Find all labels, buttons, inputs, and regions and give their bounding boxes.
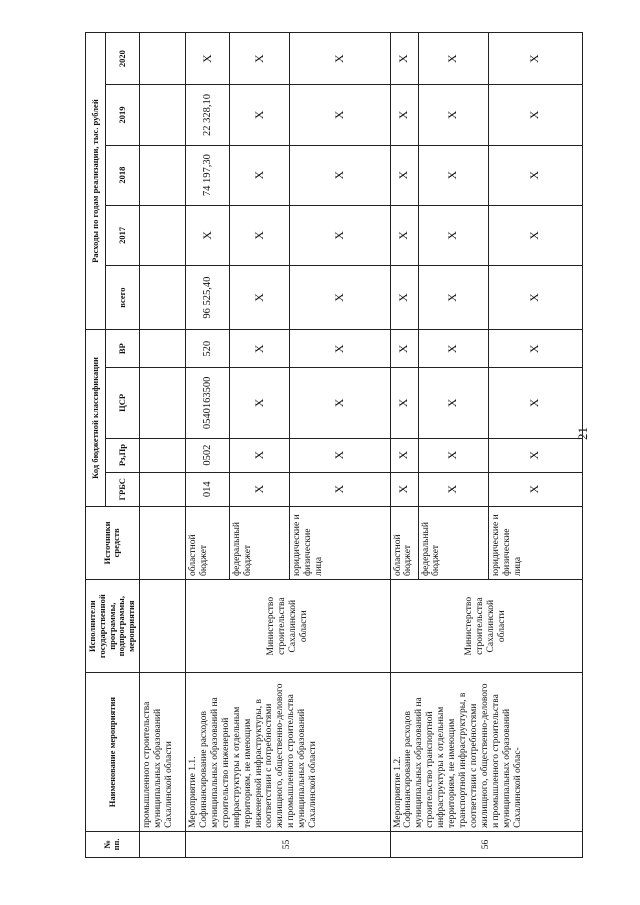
cross-mark: X: [488, 438, 582, 472]
cross-mark: X: [488, 85, 582, 145]
header-2018: 2018: [106, 145, 140, 205]
header-2019: 2019: [106, 85, 140, 145]
header-csr: ЦСР: [106, 368, 140, 438]
cross-mark: X: [390, 85, 418, 145]
cross-mark: X: [230, 330, 290, 368]
row-55-vr: 520: [186, 330, 230, 368]
cross-mark: X: [290, 330, 390, 368]
cross-mark: X: [488, 330, 582, 368]
cross-mark: X: [390, 145, 418, 205]
cross-mark: X: [418, 472, 488, 506]
row-55-source-regional: областной бюджет: [186, 506, 230, 579]
row-55-2018: 74 197,30: [186, 145, 230, 205]
cross-mark: X: [418, 33, 488, 85]
cross-mark: X: [290, 33, 390, 85]
row-55-2019: 22 328,10: [186, 85, 230, 145]
rotated-table-page: [85, 32, 583, 858]
cont-name: промышленного строительства муниципальных образований Сахалинской области: [139, 673, 185, 832]
cross-mark: X: [230, 472, 290, 506]
header-expenses: Расходы по годам реализации, тыс. рублей: [86, 33, 106, 330]
cross-mark: X: [418, 438, 488, 472]
cross-mark: X: [488, 368, 582, 438]
cross-mark: X: [230, 368, 290, 438]
program-table: [85, 32, 583, 858]
cross-mark: X: [230, 33, 290, 85]
row-55-2017: X: [186, 205, 230, 265]
header-budget-code: Код бюджетной классификации: [86, 330, 106, 507]
cross-mark: X: [290, 205, 390, 265]
cross-mark: X: [488, 33, 582, 85]
header-rzpr: Рз,Пр: [106, 438, 140, 472]
cross-mark: X: [488, 205, 582, 265]
cross-mark: X: [418, 145, 488, 205]
row-55-total: 96 525,40: [186, 265, 230, 329]
cross-mark: X: [290, 472, 390, 506]
cross-mark: X: [230, 145, 290, 205]
row-55-rzpr: 0502: [186, 438, 230, 472]
header-grbs: ГРБС: [106, 472, 140, 506]
header-sources: Источники средств: [86, 506, 140, 579]
header-2020: 2020: [106, 33, 140, 85]
page-number: 21: [575, 427, 590, 440]
cross-mark: X: [390, 330, 418, 368]
cross-mark: X: [390, 265, 418, 329]
row-55-grbs: 014: [186, 472, 230, 506]
row-55-2020: X: [186, 33, 230, 85]
header-name: Наименование мероприятия: [86, 673, 140, 832]
row-55-name: Мероприятие 1.1. Софинансирование расходов муниципальных образований на строительство инженерной инфраструктуры к отдельным территориям, не имеющим инженерной инфраструктуры, в соответствии с потребностями жилищного, общественно-делового и промышленного строительства муниципальных образований Сахалинской области: [186, 673, 390, 832]
row-56-source-regional: областной бюджет: [390, 506, 418, 579]
cross-mark: X: [230, 85, 290, 145]
cross-mark: X: [390, 205, 418, 265]
cross-mark: X: [390, 368, 418, 438]
cross-mark: X: [290, 438, 390, 472]
row-55-no: 55: [186, 831, 390, 857]
cross-mark: X: [230, 265, 290, 329]
row-55-csr: 0540163500: [186, 368, 230, 438]
row-55-source-federal: федеральный бюджет: [230, 506, 290, 579]
header-no: № пп.: [86, 831, 140, 857]
header-vr: ВР: [106, 330, 140, 368]
cross-mark: X: [418, 368, 488, 438]
cross-mark: X: [290, 85, 390, 145]
row-56-executor: Министерство строительства Сахалинской области: [390, 580, 583, 673]
cross-mark: X: [230, 438, 290, 472]
cross-mark: X: [488, 145, 582, 205]
row-56-no: 56: [390, 831, 583, 857]
cross-mark: X: [418, 85, 488, 145]
cross-mark: X: [418, 205, 488, 265]
cross-mark: X: [488, 472, 582, 506]
cross-mark: X: [290, 265, 390, 329]
cross-mark: X: [390, 472, 418, 506]
header-2017: 2017: [106, 205, 140, 265]
row-56-source-federal: федеральный бюджет: [418, 506, 488, 579]
cross-mark: X: [390, 33, 418, 85]
cross-mark: X: [290, 368, 390, 438]
row-56-name: Мероприятие 1.2. Софинансирование расходов муниципальных образований на строительство транспортной инфраструктуры к отдельным территориям, не имеющим транспортной инфраструктуры, в соответствии с потребностями жилищного, общественно-делового и промышленного строительства муниципальных образований Сахалинской облас-: [390, 673, 583, 832]
row-55-executor: Министерство строительства Сахалинской области: [186, 580, 390, 673]
cont-no: [139, 831, 185, 857]
cross-mark: X: [418, 265, 488, 329]
cross-mark: X: [230, 205, 290, 265]
cross-mark: X: [488, 265, 582, 329]
header-total: всего: [106, 265, 140, 329]
row-55-source-legal: юридические и физические лица: [290, 506, 390, 579]
header-executors: Исполнители государственной программы, подпрограммы, мероприятия: [86, 580, 140, 673]
cross-mark: X: [290, 145, 390, 205]
row-56-source-legal: юридические и физические лица: [488, 506, 582, 579]
cross-mark: X: [390, 438, 418, 472]
cross-mark: X: [418, 330, 488, 368]
